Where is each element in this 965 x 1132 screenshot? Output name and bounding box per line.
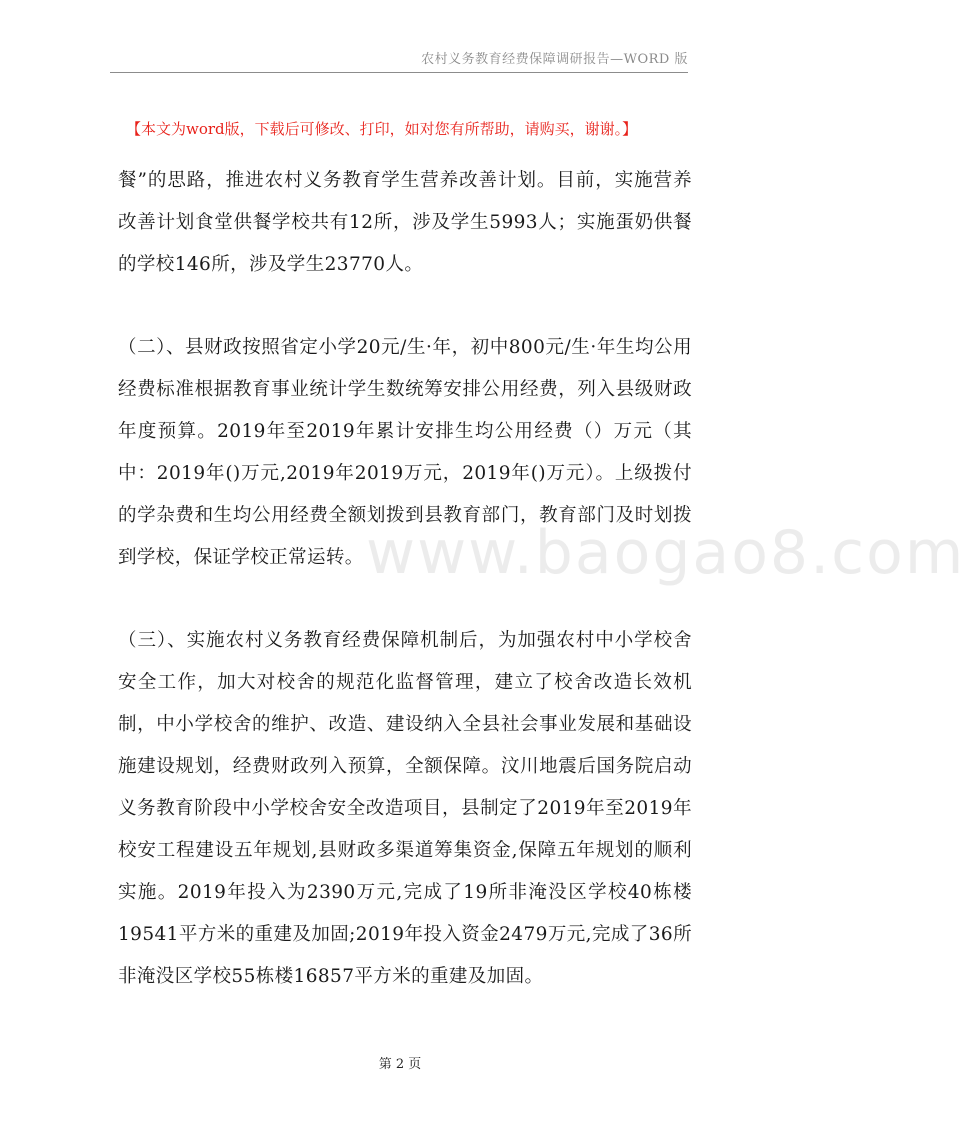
page-number: 第 2 页: [378, 1057, 422, 1072]
body-paragraph-3: （三）、实施农村义务教育经费保障机制后，为加强农村中小学校舍安全工作，加大对校舍的规范化监督管理，建立了校舍改造长效机制，中小学校舍的维护、改造、建设纳入全县社会事业发展和基础设施建设规划，经费财政列入预算，全额保障。汶川地震后国务院启动义务教育阶段中小学校舍安全改造项目，县制定了2019年至2019年校安工程建设五年规划,县财政多渠道筹集资金,保障五年规划的顺利实施。2019年投入为2390万元,完成了19所非淹没区学校40栋楼19541平方米的重建及加固;2019年投入资金2479万元,完成了36所非淹没区学校55栋楼16857平方米的重建及加固。: [118, 630, 692, 987]
body-paragraph-2: （二）、县财政按照省定小学20元/生·年，初中800元/生·年生均公用经费标准根据教育事业统计学生数统筹安排公用经费，列入县级财政年度预算。2019年至2019年累计安排生均公用经费（）万元（其中：2019年()万元,2019年2019万元，2019年()万元）。上级拨付的学杂费和生均公用经费全额划拨到县教育部门，教育部门及时划拨到学校，保证学校正常运转。: [118, 337, 692, 568]
red-notice-banner: 【本文为word版，下载后可修改、打印，如对您有所帮助，请购买，谢谢。】: [126, 120, 638, 138]
watermark: www.baogao8.com: [366, 518, 965, 588]
header-title: 农村义务教育经费保障调研报告—WORD 版: [421, 52, 688, 67]
body-paragraph-1: 餐”的思路，推进农村义务教育学生营养改善计划。目前，实施营养改善计划食堂供餐学校共有12所，涉及学生5993人；实施蛋奶供餐的学校146所，涉及学生23770人。: [118, 170, 692, 275]
page-header: [110, 50, 688, 73]
